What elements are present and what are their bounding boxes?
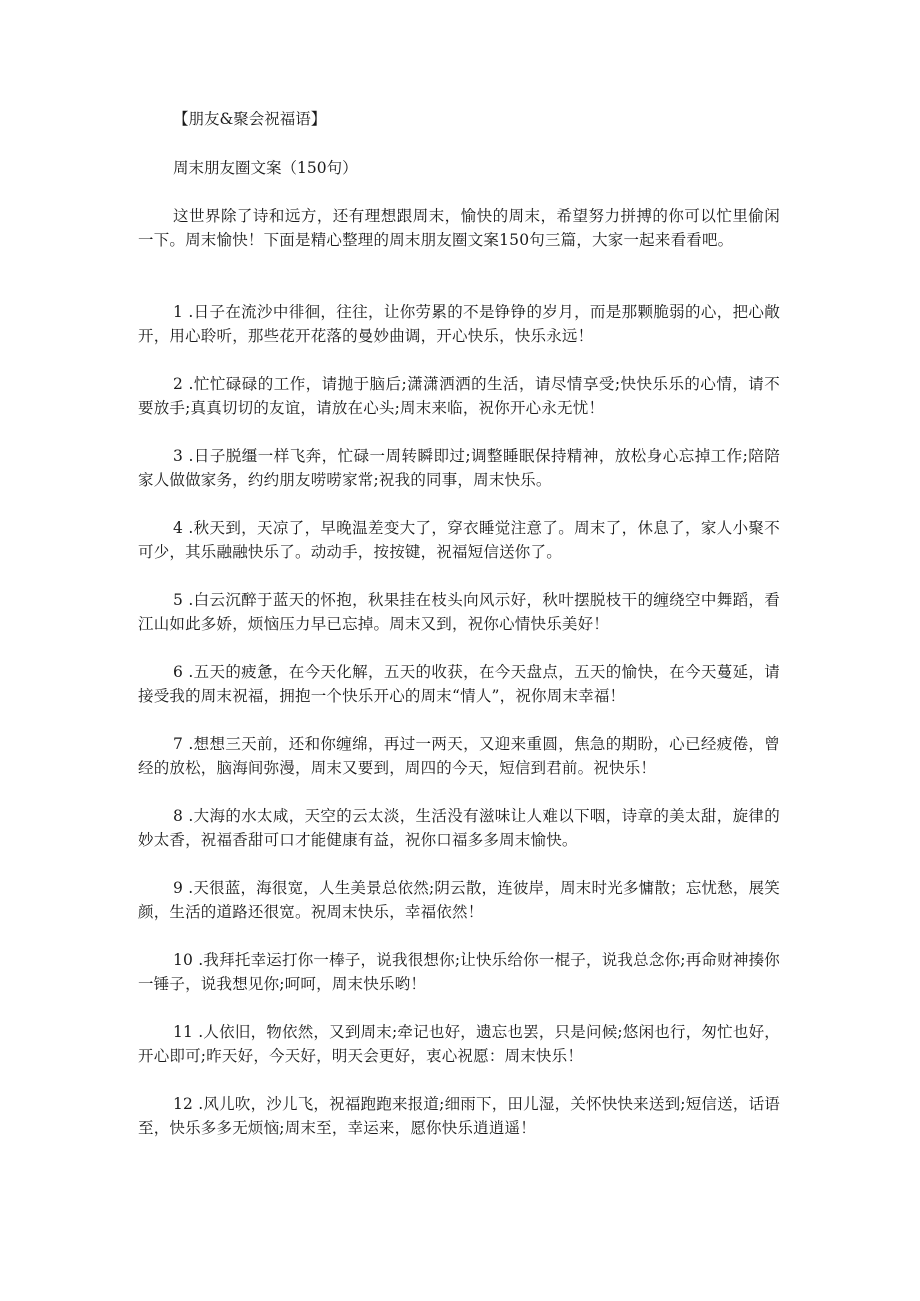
list-item: 8 .大海的水太咸，天空的云太淡，生活没有滋味让人难以下咽，诗章的美太甜，旋律的妙太香，祝福香甜可口才能健康有益，祝你口福多多周末愉快。 <box>138 807 780 849</box>
list-item: 12 .风儿吹，沙儿飞，祝福跑跑来报道;细雨下，田儿湿，关怀快快来送到;短信送，话语至，快乐多多无烦恼;周末至，幸运来，愿你快乐逍逍遥！ <box>138 1095 780 1137</box>
list-item: 7 .想想三天前，还和你缠绵，再过一两天，又迎来重圆，焦急的期盼，心已经疲倦，曾经的放松，脑海间弥漫，周末又要到，周四的今天，短信到君前。祝快乐！ <box>138 735 780 777</box>
item-text: 风儿吹，沙儿飞，祝福跑跑来报道;细雨下，田儿湿，关怀快快来送到;短信送，话语至，快乐多多无烦恼;周末至，幸运来，愿你快乐逍逍遥！ <box>138 1095 780 1137</box>
document-title: 【朋友&聚会祝福语】 <box>173 110 327 128</box>
item-text: 忙忙碌碌的工作，请抛于脑后;潇潇洒洒的生活，请尽情享受;快快乐乐的心情，请不要放手;真真切切的友谊，请放在心头;周末来临，祝你开心永无忧！ <box>138 375 780 417</box>
item-number: 6 <box>173 663 184 681</box>
item-text: 大海的水太咸，天空的云太淡，生活没有滋味让人难以下咽，诗章的美太甜，旋律的妙太香，祝福香甜可口才能健康有益，祝你口福多多周末愉快。 <box>138 807 780 849</box>
document-subtitle: 周末朋友圈文案（150句） <box>173 159 358 177</box>
list-item: 3 .日子脱缰一样飞奔，忙碌一周转瞬即过;调整睡眠保持精神，放松身心忘掉工作;陪陪家人做做家务，约约朋友唠唠家常;祝我的同事，周末快乐。 <box>138 447 780 489</box>
list-item: 5 .白云沉醉于蓝天的怀抱，秋果挂在枝头向风示好，秋叶摆脱枝干的缠绕空中舞蹈，看江山如此多娇，烦恼压力早已忘掉。周末又到，祝你心情快乐美好！ <box>138 591 780 633</box>
item-text: 白云沉醉于蓝天的怀抱，秋果挂在枝头向风示好，秋叶摆脱枝干的缠绕空中舞蹈，看江山如此多娇，烦恼压力早已忘掉。周末又到，祝你心情快乐美好！ <box>138 591 780 633</box>
item-text: 我拜托幸运打你一棒子，说我很想你;让快乐给你一棍子，说我总念你;再命财神揍你一锤子，说我想见你;呵呵，周末快乐哟！ <box>138 951 780 993</box>
item-text: 秋天到，天凉了，早晚温差变大了，穿衣睡觉注意了。周末了，休息了，家人小聚不可少，其乐融融快乐了。动动手，按按键，祝福短信送你了。 <box>138 519 780 561</box>
item-text: 想想三天前，还和你缠绵，再过一两天，又迎来重圆，焦急的期盼，心已经疲倦，曾经的放松，脑海间弥漫，周末又要到，周四的今天，短信到君前。祝快乐！ <box>138 735 780 777</box>
item-number: 5 <box>173 591 184 609</box>
item-text: 天很蓝，海很宽，人生美景总依然;阴云散，连彼岸，周末时光多慵散；忘忧愁，展笑颜，生活的道路还很宽。祝周末快乐，幸福依然！ <box>138 879 780 921</box>
list-item: 9 .天很蓝，海很宽，人生美景总依然;阴云散，连彼岸，周末时光多慵散；忘忧愁，展笑颜，生活的道路还很宽。祝周末快乐，幸福依然！ <box>138 879 780 921</box>
item-text: 日子脱缰一样飞奔，忙碌一周转瞬即过;调整睡眠保持精神，放松身心忘掉工作;陪陪家人做做家务，约约朋友唠唠家常;祝我的同事，周末快乐。 <box>138 447 780 489</box>
list-item: 2 .忙忙碌碌的工作，请抛于脑后;潇潇洒洒的生活，请尽情享受;快快乐乐的心情，请不要放手;真真切切的友谊，请放在心头;周末来临，祝你开心永无忧！ <box>138 375 780 417</box>
list-item: 6 .五天的疲惫，在今天化解，五天的收获，在今天盘点，五天的愉快，在今天蔓延，请接受我的周末祝福，拥抱一个快乐开心的周末“情人”，祝你周末幸福！ <box>138 663 780 705</box>
item-number: 2 <box>173 375 184 393</box>
item-number: 1 <box>173 303 184 321</box>
item-number: 4 <box>173 519 184 537</box>
item-number: 3 <box>173 447 184 465</box>
list-item: 10 .我拜托幸运打你一棒子，说我很想你;让快乐给你一棍子，说我总念你;再命财神揍你一锤子，说我想见你;呵呵，周末快乐哟！ <box>138 951 780 993</box>
item-number: 11 <box>173 1023 194 1041</box>
intro-paragraph: 这世界除了诗和远方，还有理想跟周末，愉快的周末，希望努力拼搏的你可以忙里偷闲一下。周末愉快！下面是精心整理的周末朋友圈文案150句三篇，大家一起来看看吧。 <box>138 207 780 249</box>
item-text: 五天的疲惫，在今天化解，五天的收获，在今天盘点，五天的愉快，在今天蔓延，请接受我的周末祝福，拥抱一个快乐开心的周末“情人”，祝你周末幸福！ <box>138 663 780 705</box>
item-text: 日子在流沙中徘徊，往往，让你劳累的不是铮铮的岁月，而是那颗脆弱的心，把心敞开，用心聆听，那些花开花落的曼妙曲调，开心快乐，快乐永远！ <box>138 303 780 345</box>
item-number: 9 <box>173 879 184 897</box>
item-number: 12 <box>173 1095 194 1113</box>
list-item: 4 .秋天到，天凉了，早晚温差变大了，穿衣睡觉注意了。周末了，休息了，家人小聚不可少，其乐融融快乐了。动动手，按按键，祝福短信送你了。 <box>138 519 780 561</box>
item-number: 7 <box>173 735 184 753</box>
item-number: 8 <box>173 807 184 825</box>
list-item: 1 .日子在流沙中徘徊，往往，让你劳累的不是铮铮的岁月，而是那颗脆弱的心，把心敞开，用心聆听，那些花开花落的曼妙曲调，开心快乐，快乐永远！ <box>138 303 780 345</box>
item-text: 人依旧，物依然，又到周末;牵记也好，遗忘也罢，只是问候;悠闲也行，匆忙也好，开心即可;昨天好，今天好，明天会更好，衷心祝愿：周末快乐！ <box>138 1023 780 1065</box>
list-item: 11 .人依旧，物依然，又到周末;牵记也好，遗忘也罢，只是问候;悠闲也行，匆忙也好，开心即可;昨天好，今天好，明天会更好，衷心祝愿：周末快乐！ <box>138 1023 780 1065</box>
item-number: 10 <box>173 951 194 969</box>
